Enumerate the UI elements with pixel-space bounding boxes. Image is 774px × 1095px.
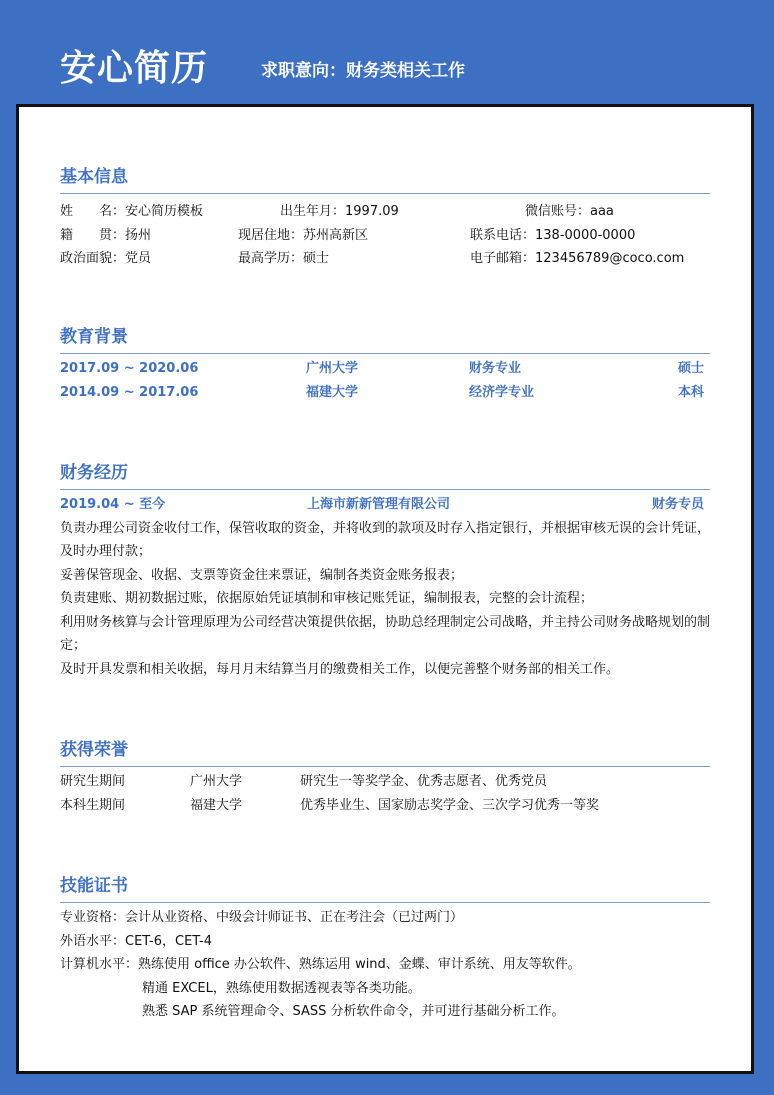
edu-period: 2017.09 ~ 2020.06 <box>60 361 199 376</box>
honor-stage: 本科生期间 <box>60 797 126 813</box>
section-title: 技能证书 <box>60 876 128 896</box>
skill-computer: 精通 EXCEL，熟练使用数据透视表等各类功能。 <box>142 980 421 996</box>
experience-section <box>60 461 710 681</box>
section-title: 教育背景 <box>60 327 128 347</box>
job-objective: 求职意向：财务类相关工作 <box>261 61 465 81</box>
section-divider <box>60 193 710 194</box>
honor-awards: 优秀毕业生、国家励志奖学金、三次学习优秀一等奖 <box>300 797 600 813</box>
email-field: 电子邮箱：123456789@coco.com <box>470 251 685 266</box>
edu-degree: 本科 <box>677 384 704 400</box>
resume-body <box>16 104 754 1074</box>
edu-major: 财务专业 <box>469 361 522 376</box>
section-title: 获得荣誉 <box>60 740 128 760</box>
edu-school: 福建大学 <box>306 384 359 400</box>
exp-position: 财务专员 <box>651 497 704 512</box>
exp-duty: 及时开具发票和相关收据，每月月末结算当月的缴费相关工作，以便完善整个财务部的相关工作。 <box>60 661 620 677</box>
education-row <box>60 357 710 381</box>
honor-stage: 研究生期间 <box>60 774 126 789</box>
skills-section <box>60 874 710 1024</box>
name-field: 姓 名：安心简历模板 <box>60 204 204 219</box>
degree-field: 最高学历：硕士 <box>238 251 330 266</box>
section-title: 基本信息 <box>60 167 128 187</box>
wechat-field: 微信账号：aaa <box>525 204 614 219</box>
resume-header <box>0 0 774 105</box>
exp-duty: 利用财务核算与会计管理原理为公司经营决策提供依据，协助总经理制定公司战略，并主持公司财务战略规划的制定； <box>60 614 711 653</box>
hometown-field: 籍 贯：扬州 <box>60 227 152 243</box>
education-section <box>60 325 710 404</box>
section-divider <box>60 902 710 903</box>
section-divider <box>60 489 710 490</box>
phone-field: 联系电话：138-0000-0000 <box>470 227 636 243</box>
skill-computer: 计算机水平：熟练使用 office 办公软件、熟练运用 wind、金蝶、审计系统、用友等软件。 <box>60 957 581 972</box>
info-row <box>60 224 710 248</box>
basic-info-section <box>60 165 710 271</box>
honor-awards: 研究生一等奖学金、优秀志愿者、优秀党员 <box>300 774 548 789</box>
honor-school: 广州大学 <box>190 774 243 789</box>
skill-computer: 熟悉 SAP 系统管理命令、SASS 分析软件命令，并可进行基础分析工作。 <box>142 1004 565 1019</box>
exp-period: 2019.04 ~ 至今 <box>60 497 166 512</box>
experience-header-row <box>60 493 710 517</box>
honor-school: 福建大学 <box>190 797 243 813</box>
section-title: 财务经历 <box>60 463 128 483</box>
exp-duty: 妥善保管现金、收据、支票等资金往来票证，编制各类资金账务报表； <box>60 567 464 583</box>
section-divider <box>60 766 710 767</box>
exp-company: 上海市新新管理有限公司 <box>307 497 451 512</box>
info-row <box>60 200 710 224</box>
residence-field: 现居住地：苏州高新区 <box>238 227 369 243</box>
exp-duty: 负责办理公司资金收付工作，保管收取的资金，并将收到的款项及时存入指定银行，并根据审核无误的会计凭证，及时办理付款； <box>60 520 711 559</box>
info-row <box>60 247 710 271</box>
skill-cert: 专业资格：会计从业资格、中级会计师证书、正在考注会（已过两门） <box>60 910 464 925</box>
section-divider <box>60 353 710 354</box>
edu-major: 经济学专业 <box>469 384 535 400</box>
honor-row <box>60 794 710 818</box>
resume-name: 安心简历 <box>60 48 209 89</box>
political-field: 政治面貌：党员 <box>60 251 152 266</box>
edu-period: 2014.09 ~ 2017.06 <box>60 384 199 400</box>
edu-school: 广州大学 <box>306 361 359 376</box>
edu-degree: 硕士 <box>677 361 704 376</box>
skill-language: 外语水平：CET-6，CET-4 <box>60 933 213 949</box>
education-row <box>60 381 710 405</box>
exp-duty: 负责建账、期初数据过账，依据原始凭证填制和审核记账凭证，编制报表，完整的会计流程； <box>60 591 594 606</box>
honors-section <box>60 738 710 817</box>
birth-field: 出生年月：1997.09 <box>280 204 399 219</box>
honor-row <box>60 770 710 794</box>
